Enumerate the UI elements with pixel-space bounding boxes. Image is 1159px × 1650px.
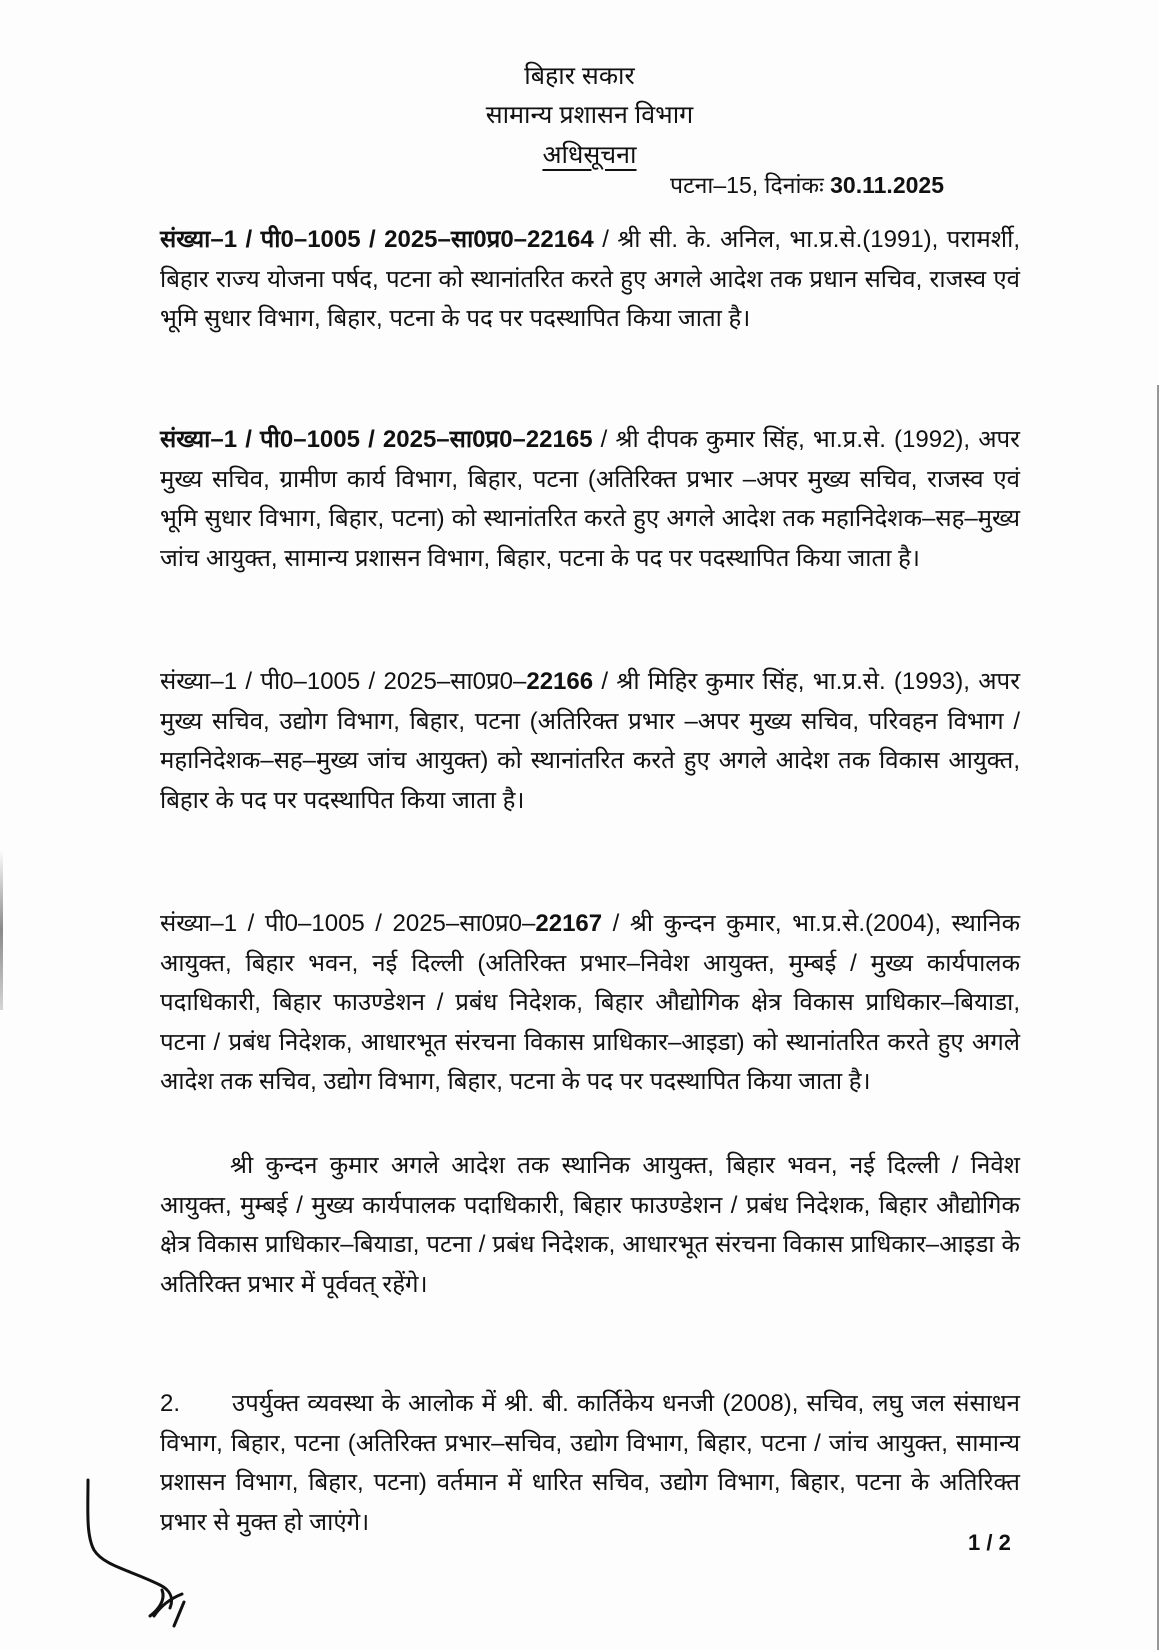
order-reference-prefix: संख्या–1 / पी0–1005 / 2025–सा0प्र0–: [160, 668, 527, 695]
order-body: / श्री मिहिर कुमार सिंह, भा.प्र.से. (1993), अपर मुख्य सचिव, उद्योग विभाग, बिहार, पटना (अतिरिक्त प्रभार –अपर मुख्य सचिव, परिवहन विभाग / महानिदेशक–सह–मुख्य जांच आयुक्त) को स्थानांतरित करते हुए अगले आदेश तक विकास आयुक्त, बिहार के पद पर पदस्थापित किया जाता है।: [160, 668, 1021, 814]
order-body: / श्री दीपक कुमार सिंह, भा.प्र.से. (1992), अपर मुख्य सचिव, ग्रामीण कार्य विभाग, बिहार, पटना (अतिरिक्त प्रभार –अपर मुख्य सचिव, राजस्व एवं भूमि सुधार विभाग, बिहार, पटना) को स्थानांतरित करते हुए अगले आदेश तक महानिदेशक–सह–मुख्य जांच आयुक्त, सामान्य प्रशासन विभाग, बिहार, पटना के पद पर पदस्थापित किया जाता है।: [160, 426, 1020, 572]
order-reference-number: 22166: [526, 668, 594, 695]
order-paragraph-4: [160, 904, 1020, 1102]
order-reference-number: 22165: [525, 426, 593, 453]
order-reference: [160, 910, 602, 937]
order-body: / श्री कुन्दन कुमार, भा.प्र.से.(2004), स्थानिक आयुक्त, बिहार भवन, नई दिल्ली (अतिरिक्त प्रभार–निवेश आयुक्त, मुम्बई / मुख्य कार्यपालक पदाधिकारी, बिहार फाउण्डेशन / प्रबंध निदेशक, बिहार औद्योगिक क्षेत्र विकास प्राधिकार–बियाडा, पटना / प्रबंध निदेशक, आधारभूत संरचना विकास प्राधिकार–आइडा) को स्थानांतरित करते हुए अगले आदेश तक सचिव, उद्योग विभाग, बिहार, पटना के पद पर पदस्थापित किया जाता है।: [160, 910, 1021, 1095]
place-label: पटना–15, दिनांकः: [670, 172, 824, 198]
order-reference-prefix: संख्या–1 / पी0–1005 / 2025–सा0प्र0–: [160, 426, 526, 453]
order-reference: [160, 668, 593, 695]
place-date-line: [670, 170, 944, 200]
continuation-paragraph: श्री कुन्दन कुमार अगले आदेश तक स्थानिक आयुक्त, बिहार भवन, नई दिल्ली / निवेश आयुक्त, मुम्बई / मुख्य कार्यपालक पदाधिकारी, बिहार फाउण्डेशन / प्रबंध निदेशक, बिहार औद्योगिक क्षेत्र विकास प्राधिकार–बियाडा, पटना / प्रबंध निदेशक, आधारभूत संरचना विकास प्राधिकार–आइडा के अतिरिक्त प्रभार में पूर्ववत् रहेंगे।: [160, 1152, 1020, 1298]
order-paragraph-3: [160, 662, 1020, 820]
page-number: 1 / 2: [968, 1530, 1011, 1555]
government-name: बिहार सकार: [524, 62, 635, 90]
clause-text: उपर्युक्त व्यवस्था के आलोक में श्री. बी. कार्तिकेय धनजी (2008), सचिव, लघु जल संसाधन विभाग, बिहार, पटना (अतिरिक्त प्रभार–सचिव, उद्योग विभाग, बिहार, पटना / जांच आयुक्त, सामान्य प्रशासन विभाग, बिहार, पटना) वर्तमान में धारित सचिव, उद्योग विभाग, बिहार, पटना के अतिरिक्त प्रभार से मुक्त हो जाएंगे।: [160, 1390, 1020, 1536]
order-reference-prefix: संख्या–1 / पी0–1005 / 2025–सा0प्र0–: [160, 910, 536, 937]
order-reference: [160, 426, 593, 453]
order-reference: [160, 226, 594, 253]
notice-title: [10, 139, 1159, 171]
department-name: सामान्य प्रशासन विभाग: [485, 101, 694, 129]
scan-edge-artifact-left: [0, 850, 3, 1010]
order-body: / श्री सी. के. अनिल, भा.प्र.से.(1991), परामर्शी, बिहार राज्य योजना पर्षद, पटना को स्थानांतरित करते हुए अगले आदेश तक प्रधान सचिव, राजस्व एवं भूमि सुधार विभाग, बिहार, पटना के पद पर पदस्थापित किया जाता है।: [160, 226, 1020, 332]
order-reference-number: 22164: [527, 226, 594, 253]
order-paragraph-2: [160, 420, 1020, 578]
order-reference-prefix: संख्या–1 / पी0–1005 / 2025–सा0प्र0–: [160, 226, 528, 253]
notice-date: 30.11.2025: [830, 172, 944, 198]
handwritten-arrow-initials-icon: [70, 1470, 190, 1640]
clause-2-paragraph: [160, 1384, 1020, 1542]
order-paragraph-1: [160, 220, 1020, 339]
order-reference-number: 22167: [535, 910, 603, 937]
clause-number: 2.: [160, 1390, 181, 1417]
notice-title-text: अधिसूचना: [542, 141, 637, 169]
